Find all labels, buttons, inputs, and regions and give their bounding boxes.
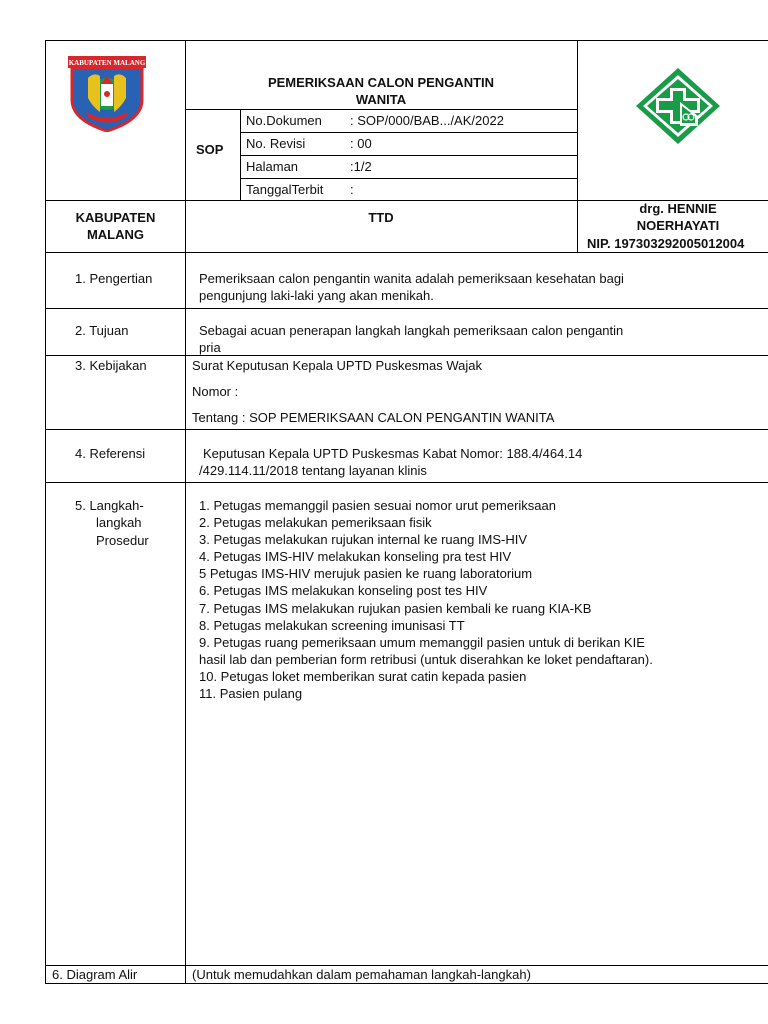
list-item: 1. Petugas memanggil pasien sesuai nomor urut pemeriksaan (199, 498, 556, 513)
section-label-diagram-alir: 6. Diagram Alir (52, 967, 138, 982)
field-value-no-dokumen: : SOP/000/BAB.../AK/2022 (350, 113, 504, 128)
signer-name-line2: NOERHAYATI (636, 218, 720, 233)
crest-banner-text: KABUPATEN MALANG (68, 59, 146, 67)
kebijakan-text: Surat Keputusan Kepala UPTD Puskesmas Wajak (192, 358, 482, 373)
field-value-halaman: :1/2 (350, 159, 372, 174)
rule (185, 109, 577, 110)
section-label-pengertian: 1. Pengertian (75, 271, 153, 286)
list-item: 2. Petugas melakukan pemeriksaan fisik (199, 515, 432, 531)
list-item: 3. Petugas melakukan rujukan internal ke ruang IMS-HIV (199, 532, 528, 548)
field-label-tanggal-terbit: TanggalTerbit (246, 182, 324, 197)
kabupaten-malang-crest-icon (66, 54, 148, 132)
signer-nip: NIP. 197303292005012004 (587, 236, 745, 251)
section-label-kebijakan: 3. Kebijakan (75, 358, 147, 373)
field-value-no-revisi: : 00 (350, 136, 372, 151)
list-item: 5 Petugas IMS-HIV merujuk pasien ke ruang laboratorium (199, 566, 533, 582)
tujuan-text: Sebagai acuan penerapan langkah langkah pemeriksaan calon pengantin (199, 323, 624, 338)
org-name: KABUPATEN (75, 210, 156, 225)
field-label-no-dokumen: No.Dokumen (246, 113, 322, 128)
pengertian-text: Pemeriksaan calon pengantin wanita adalah pemeriksaan kesehatan bagi (199, 271, 624, 286)
list-item: 11. Pasien pulang (199, 686, 303, 702)
list-item: 8. Petugas melakukan screening imunisasi TT (199, 617, 465, 633)
field-value-tanggal-terbit: : (350, 182, 354, 197)
field-label-no-revisi: No. Revisi (246, 136, 306, 151)
procedure-steps (199, 497, 653, 702)
list-item: 9. Petugas ruang pemeriksaan umum memanggil pasien untuk di berikan KIE (199, 634, 645, 650)
rule (45, 429, 768, 430)
kebijakan-tentang: Tentang : SOP PEMERIKSAAN CALON PENGANTIN WANITA (192, 410, 555, 425)
section-label-prosedur: 5. Langkah- (75, 498, 144, 513)
diagram-alir-text: (Untuk memudahkan dalam pemahaman langkah-langkah) (192, 967, 531, 982)
rule (240, 109, 241, 201)
rule (185, 40, 186, 984)
rule (45, 308, 768, 309)
sop-label: SOP (196, 142, 224, 157)
org-name-line2: MALANG (86, 227, 145, 242)
referensi-text-line2: /429.114.11/2018 tentang layanan klinis (199, 463, 427, 478)
rule (45, 252, 768, 253)
section-label-prosedur-line2: langkah (96, 515, 142, 530)
rule (45, 482, 768, 483)
rule (240, 132, 577, 133)
kebijakan-nomor: Nomor : (192, 384, 239, 399)
ttd-label: TTD (368, 210, 394, 225)
rule (240, 155, 577, 156)
referensi-text: Keputusan Kepala UPTD Puskesmas Kabat Nomor: 188.4/464.14 (203, 446, 583, 461)
rule (45, 40, 768, 41)
rule (240, 178, 577, 179)
rule (45, 983, 768, 984)
list-item: hasil lab dan pemberian form retribusi (untuk diserahkan ke loket pendaftaran). (199, 651, 653, 667)
signer-name: drg. HENNIE (639, 201, 717, 216)
pengertian-text-line2: pengunjung laki-laki yang akan menikah. (199, 288, 434, 303)
section-label-tujuan: 2. Tujuan (75, 323, 129, 338)
document-title: PEMERIKSAAN CALON PENGANTIN (267, 75, 495, 90)
rule (45, 355, 768, 356)
section-label-referensi: 4. Referensi (75, 446, 146, 461)
list-item: 7. Petugas IMS melakukan rujukan pasien kembali ke ruang KIA-KB (199, 600, 592, 616)
document-title-line2: WANITA (355, 92, 407, 107)
list-item: 10. Petugas loket memberikan surat catin kepada pasien (199, 668, 527, 684)
field-label-halaman: Halaman (246, 159, 299, 174)
puskesmas-logo-icon (632, 66, 724, 146)
section-label-prosedur-line3: Prosedur (96, 533, 149, 548)
rule (45, 40, 46, 984)
list-item: 6. Petugas IMS melakukan konseling post tes HIV (199, 583, 488, 599)
tujuan-text-line2: pria (199, 340, 221, 355)
list-item: 4. Petugas IMS-HIV melakukan konseling pra test HIV (199, 549, 512, 565)
